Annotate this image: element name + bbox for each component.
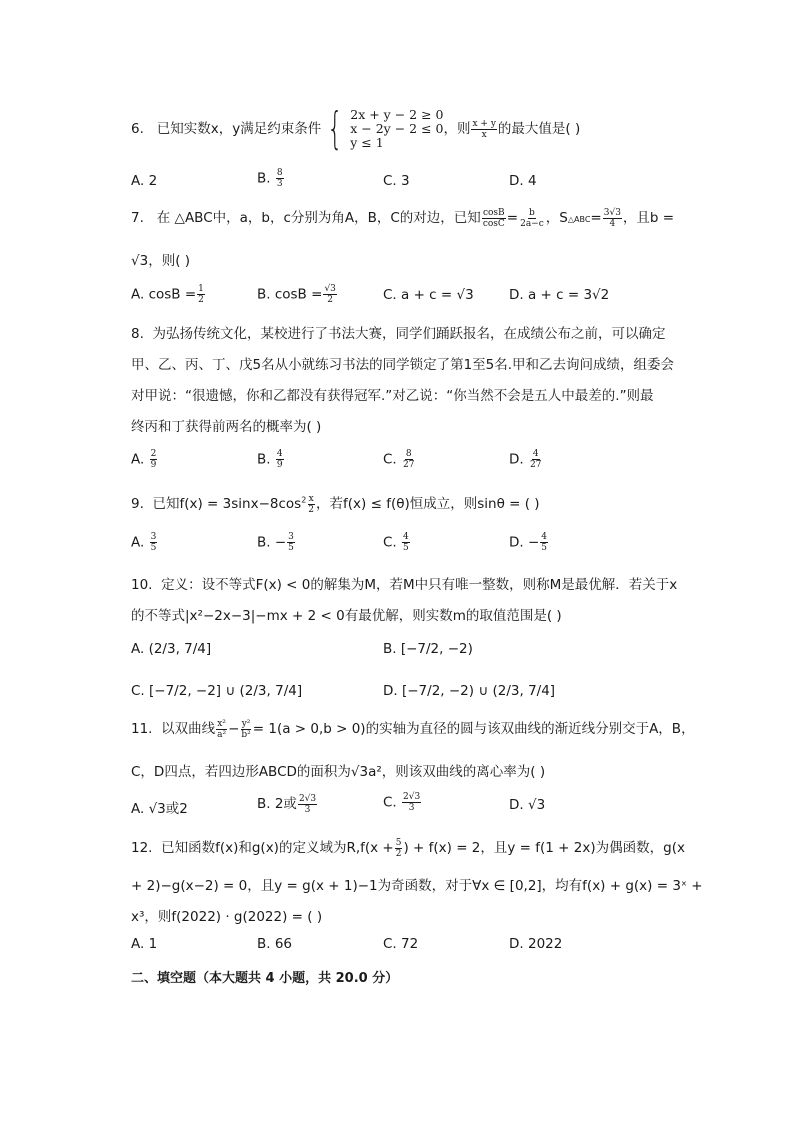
q10-option-d: D. [−7/2, −2) ∪ (2/3, 7/4] xyxy=(383,683,556,699)
q9-option-a: A. $\frac{3}{5}$ xyxy=(131,532,157,553)
q7-option-d: D. a + c = 3√2 xyxy=(509,287,610,303)
q9-option-b: B. − $\frac{3}{5}$ xyxy=(257,532,294,553)
q7-line-2: √3，则( ) xyxy=(131,253,191,269)
q7-option-b: B. cosB = $\frac{√3}{2}$ xyxy=(257,284,336,305)
q11-line-2: C，D四点，若四边形ABCD的面积为√3a²，则该双曲线的离心率为( ) xyxy=(131,764,546,780)
q7-fraction-1: $\frac{\cos B}{\cos C}$ xyxy=(482,207,505,229)
q11-line-1: 11. 以双曲线 $\frac{\text{x²}}{\text{a²}}$ − $\frac{\text{y²}}{\text{b²}}$ = 1(a > 0,b > 0)的实轴为直径的圆与该双曲线的渐近线分别交于A，B， xyxy=(131,718,695,740)
q11-option-a: A. √3或2 xyxy=(131,801,188,817)
q8-option-c: C. $\frac{8}{27}$ xyxy=(383,449,415,470)
question-7: 7. 在 △ABC中，a，b，c分别为角A，B，C的对边，已知 $\frac{\cos B}{\cos C}$ = $\frac{b}{2a-c}$ ，S△ABC= $\frac{3√3}{4}$ ，且b = xyxy=(131,207,675,229)
q12-option-c: C. 72 xyxy=(383,936,419,952)
q12-option-b: B. 66 xyxy=(257,936,293,952)
q6-constraint-2: x − 2y − 2 ≤ 0 xyxy=(350,121,444,136)
q8-line-2: 甲、乙、丙、丁、戊5名从小就练习书法的同学锁定了第1至5名.甲和乙去询问成绩，组委会 xyxy=(131,357,675,373)
q6-text-c: 的最大值是( ) xyxy=(497,121,581,137)
q8-line-3: 对甲说：“很遗憾，你和乙都没有获得冠军.”对乙说：“你当然不会是五人中最差的.”则最 xyxy=(131,388,654,404)
q10-option-c: C. [−7/2, −2] ∪ (2/3, 7/4] xyxy=(131,683,303,699)
q7-number: 7. xyxy=(131,210,144,226)
q6-option-a: A. 2 xyxy=(131,173,158,189)
q12-option-d: D. 2022 xyxy=(509,936,563,952)
q11-option-b: B. 2或 $\frac{2√3}{3}$ xyxy=(257,793,317,815)
q12-line-3: x³，则f(2022) · g(2022) = ( ) xyxy=(131,909,323,925)
q8-option-d: D. $\frac{4}{27}$ xyxy=(509,449,542,470)
q10-option-a: A. (2/3, 7/4] xyxy=(131,641,212,657)
q7-option-c: C. a + c = √3 xyxy=(383,287,474,303)
q6-text-b: ，则 xyxy=(443,121,471,137)
q8-line-4: 终丙和丁获得前两名的概率为( ) xyxy=(131,419,322,435)
question-6 xyxy=(131,103,581,154)
question-9: 9. 已知$f(x) = 3\sin x-8\cos^2$ $\frac{x}{2}$ ，若f(x) ≤ f(θ)恒成立，则sinθ = ( ) xyxy=(131,493,540,515)
q6-option-b: B. $\frac{8}{3}$ xyxy=(257,168,283,189)
q9-option-d: D. − $\frac{4}{5}$ xyxy=(509,532,548,553)
q6-constraint-3: y ≤ 1 xyxy=(350,135,384,150)
q11-option-c: C. $\frac{2√3}{3}$ xyxy=(383,792,421,813)
q6-constraint-1: 2x + y − 2 ≥ 0 xyxy=(350,107,444,122)
q6-number: 6. xyxy=(131,121,144,137)
q7-fraction-3: $\frac{3√3}{4}$ xyxy=(603,207,621,229)
q8-option-a: A. $\frac{2}{9}$ xyxy=(131,449,157,470)
q6-text-a: 已知实数x，y满足约束条件 xyxy=(156,121,322,137)
q6-fraction: $\frac{x + y}{x}$ xyxy=(472,118,496,140)
q6-option-d: D. 4 xyxy=(509,173,537,189)
q12-line-2: + 2)−g(x−2) = 0，且y = g(x + 1)−1为奇函数，对于∀x ∈ [0,2]，均有f(x) + g(x) = 3ˣ + xyxy=(131,878,703,894)
q6-option-c: C. 3 xyxy=(383,173,410,189)
q8-line-1: 8. 为弘扬传统文化，某校进行了书法大赛，同学们踊跃报名，在成绩公布之前，可以确定 xyxy=(131,326,666,342)
q6-constraint-system: { 2x + y − 2 ≥ 0 x − 2y − 2 ≤ 0 y ≤ 1 xyxy=(327,103,444,154)
section-title: 二、填空题（本大题共 4 小题，共 20.0 分） xyxy=(131,971,399,986)
q7-text-a: 在 △ABC中，a，b，c分别为角A，B，C的对边，已知 xyxy=(156,210,481,226)
q12-line-1: 12. 已知函数f(x)和g(x)的定义域为R,f(x + $\frac{5}{2}$ ) + f(x) = 2，且y = f(1 + 2x)为偶函数，g(x xyxy=(131,837,685,859)
q7-fraction-2: $\frac{b}{2a-c}$ xyxy=(520,207,544,229)
q9-option-c: C. $\frac{4}{5}$ xyxy=(383,532,409,553)
q11-option-d: D. √3 xyxy=(509,797,546,813)
q8-option-b: B. $\frac{4}{9}$ xyxy=(257,449,283,470)
q10-option-b: B. [−7/2, −2) xyxy=(383,641,473,657)
q10-line-1: 10. 定义：设不等式F(x) < 0的解集为M，若M中只有唯一整数，则称M是最优解．若关于x xyxy=(131,577,678,593)
q7-option-a: A. cosB = $\frac{1}{2}$ xyxy=(131,284,204,305)
q12-option-a: A. 1 xyxy=(131,936,158,952)
q10-line-2: 的不等式|x²−2x−3|−mx + 2 < 0有最优解，则实数m的取值范围是( ) xyxy=(131,608,562,624)
